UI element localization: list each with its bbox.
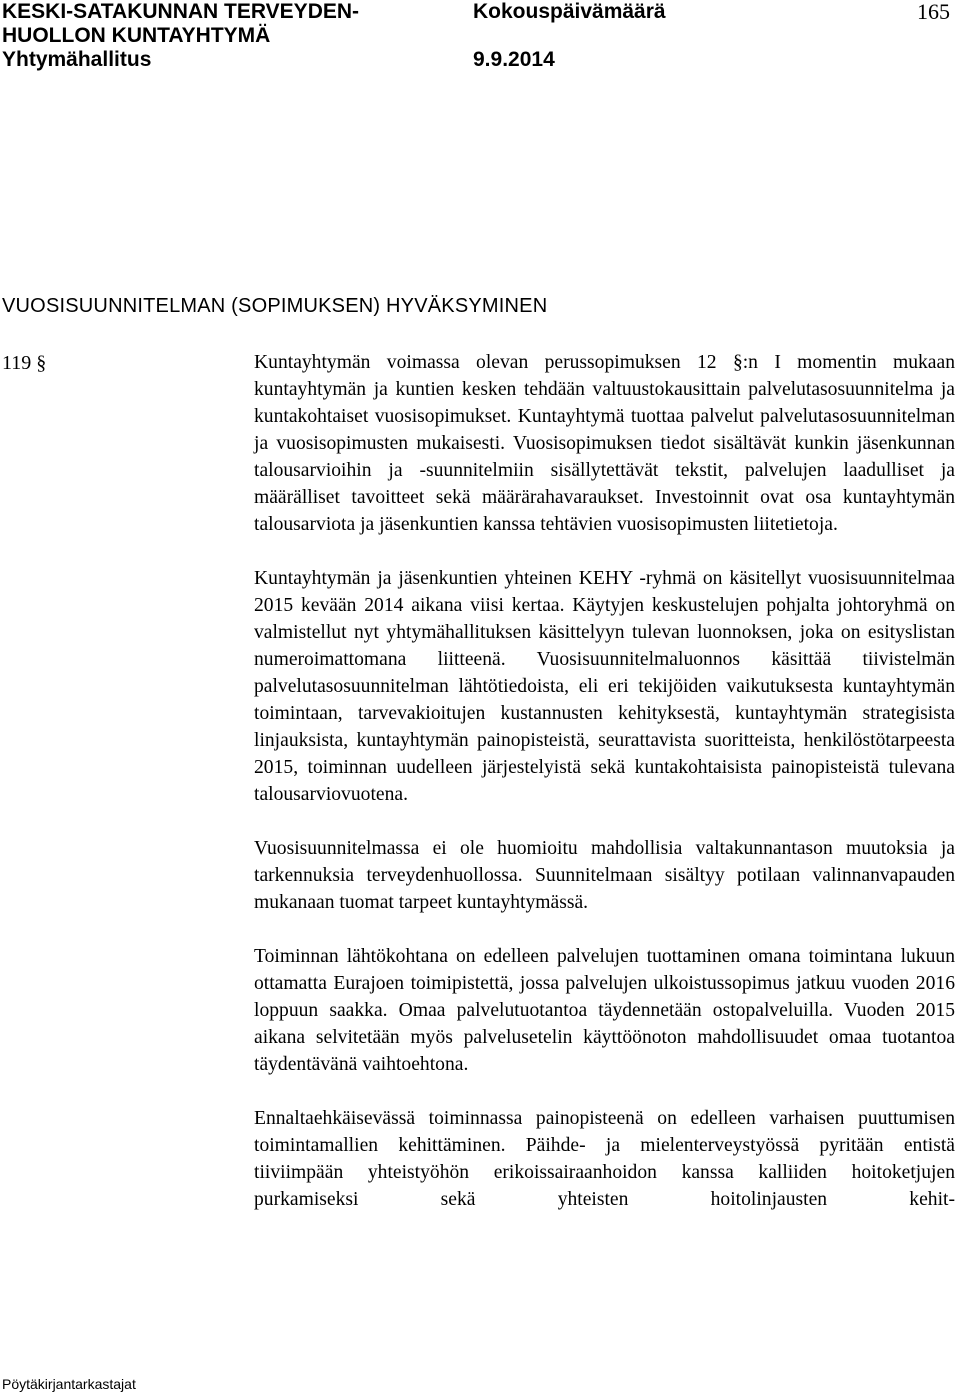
paragraph: Kuntayhtymän voimassa olevan perussopimuksen 12 §:n I momentin mukaan kuntayhtymän ja kuntien kesken tehdään valtuustokausittain palvelutasosuunnitelma ja kuntakohtaiset vuosisopimukset. Kuntayhtymä tuottaa palvelut palvelutasosuunnitelman ja vuosisopimusten mukaisesti. Vuosisopimuksen tiedot sisältävät kunkin jäsenkunnan talousarvioihin ja -suunnitelmiin sisällytettävät tekstit, palvelujen laadulliset ja määrälliset tavoitteet sekä määrärahavaraukset. Investoinnit ovat osa kuntayhtymän talousarviota ja jäsenkuntien kanssa tehtävien vuosisopimusten liitetietoja. [254, 352, 955, 535]
paragraph: Ennaltaehkäisevässä toiminnassa painopisteenä on edelleen varhaisen puuttumisen toimintamallien kehittäminen. Päihde- ja mielenterveystyössä pyritään entistä tiiviimpään yhteistyöhön erikoissairaanhoidon kanssa kalliiden hoitoketjujen purkamiseksi sekä yhteisten hoitolinjausten kehit- [254, 1108, 955, 1210]
meeting-date: 9.9.2014 [473, 48, 555, 71]
date-label: Kokouspäivämäärä [473, 0, 666, 23]
org-name-line1: KESKI-SATAKUNNAN TERVEYDEN- [2, 0, 360, 23]
paragraph: Toiminnan lähtökohtana on edelleen palvelujen tuottaminen omana toimintana lukuun ottamatta Eurajoen toimipistettä, jossa palvelujen ulkoistussopimus jatkuu vuoden 2016 loppuun saakka. Omaa palvelutuotantoa täydennetään ostopalveluilla. Vuoden 2015 aikana selvitetään myös palvelusetelin käyttöönoton mahdollisuudet omaa tuotantoa täydentävänä vaihtoehtona. [254, 946, 955, 1075]
body-name: Yhtymähallitus [2, 48, 152, 71]
header-meeting-date [473, 0, 666, 72]
paragraph: Kuntayhtymän ja jäsenkuntien yhteinen KEHY -ryhmä on käsitellyt vuosisuunnitelmaa 2015 kevään 2014 aikana viisi kertaa. Käytyjen keskustelujen pohjalta johtoryhmä on valmistellut nyt yhtymähallituksen käsittelyyn tulevan luonnoksen, joka on esityslistan numeroimattomana liitteenä. Vuosisuunnitelmaluonnos käsittää tiivistelmän palvelutasosuunnitelman lähtötiedoista, eli eri tekijöiden vaikutuksesta kuntayhtymän toimintaan, tarvevakioitujen kustannusten kehityksestä, kuntayhtymän strategisista linjauksista, kuntayhtymän painopisteistä, seurattavista suoritteista, henkilöstötarpeesta 2015, toiminnan uudelleen järjestelyistä sekä kuntakohtaisista painopisteistä tulevana talousarviovuotena. [254, 568, 955, 805]
footer-reviewers: Pöytäkirjantarkastajat [2, 1376, 136, 1392]
paragraph: Vuosisuunnitelmassa ei ole huomioitu mahdollisia valtakunnantason muutoksia ja tarkennuksia terveydenhuollossa. Suunnitelmaan sisältyy potilaan valinnanvapauden mukanaan tuomat tarpeet kuntayhtymässä. [254, 838, 955, 913]
page-number: 165 [917, 0, 950, 24]
section-number: 119 § [2, 352, 47, 374]
header-organization [2, 0, 359, 72]
body-text [254, 349, 955, 1240]
document-title: VUOSISUUNNITELMAN (SOPIMUKSEN) HYVÄKSYMINEN [2, 295, 548, 317]
org-name-line2: HUOLLON KUNTAYHTYMÄ [2, 24, 271, 47]
